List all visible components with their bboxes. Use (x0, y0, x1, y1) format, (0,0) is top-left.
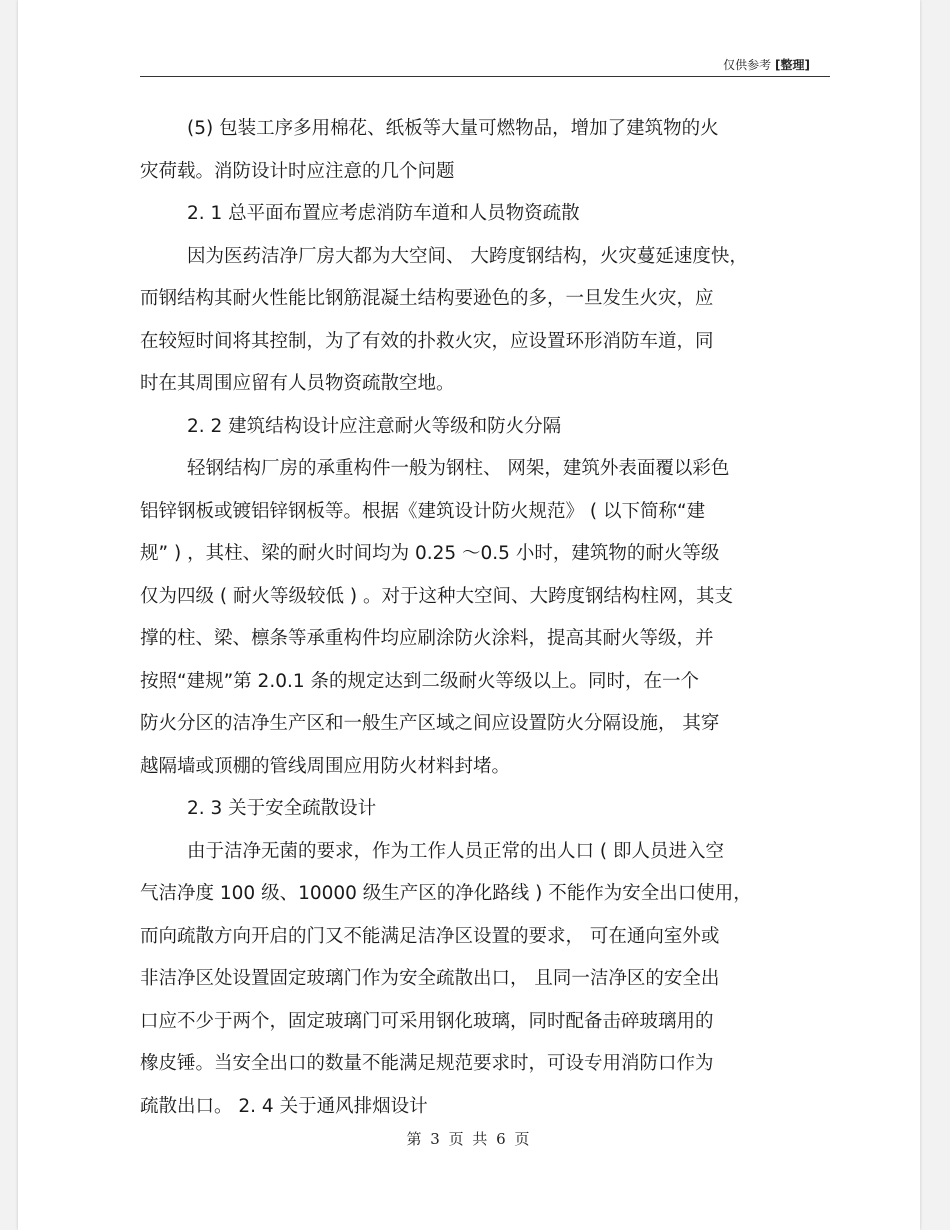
text-line: 由于洁净无菌的要求，作为工作人员正常的出人口 ( 即人员进入空 (187, 840, 724, 862)
text-line: 轻钢结构厂房的承重构件一般为钢柱、 网架，建筑外表面覆以彩色 (187, 458, 730, 479)
document-page (18, 0, 920, 1230)
section-heading: 2. 3 关于安全疏散设计 (187, 798, 377, 819)
text-line: 铝锌钢板或镀铝锌钢板等。根据《建筑设计防火规范》 ( 以下简称“建 (140, 500, 706, 522)
text-line: 橡皮锤。当安全出口的数量不能满足规范要求时，可设专用消防口作为 (140, 1053, 714, 1074)
header-divider (140, 76, 830, 77)
text-line: 时在其周围应留有人员物资疏散空地。 (140, 373, 455, 394)
text-line: 而钢结构其耐火性能比钢筋混凝土结构要逊色的多，一旦发生火灾，应 (140, 288, 714, 309)
header-note-text: 仅供参考 (723, 58, 772, 72)
text-line: 灾荷载。消防设计时应注意的几个问题 (140, 160, 455, 182)
text-line: 防火分区的洁净生产区和一般生产区域之间应设置防火分隔设施， 其穿 (140, 713, 720, 734)
text-line: 按照“建规”第 2.0.1 条的规定达到二级耐火等级以上。同时，在一个 (140, 670, 700, 692)
text-line: 而向疏散方向开启的门又不能满足洁净区设置的要求， 可在通向室外或 (140, 925, 720, 947)
text-line: 口应不少于两个，固定玻璃门可采用钢化玻璃，同时配备击碎玻璃用的 (140, 1010, 714, 1032)
text-line: 仅为四级 ( 耐火等级较低 ) 。对于这种大空间、大跨度钢结构柱网，其支 (140, 585, 733, 607)
text-line: 规” ) ，其柱、梁的耐火时间均为 0.25 ～0.5 小时，建筑物的耐火等级 (140, 543, 720, 564)
text-line: 越隔墙或顶棚的管线周围应用防火材料封堵。 (140, 755, 511, 777)
text-line: 疏散出口。 2. 4 关于通风排烟设计 (140, 1095, 428, 1117)
text-line: (5) 包装工序多用棉花、纸板等大量可燃物品，增加了建筑物的火 (187, 118, 719, 139)
header-note (723, 56, 810, 73)
text-line: 在较短时间将其控制，为了有效的扑救火灾，应设置环形消防车道，同 (140, 330, 714, 352)
section-heading: 2. 1 总平面布置应考虑消防车道和人员物资疏散 (187, 203, 580, 224)
page-number: 第 3 页 共 6 页 (406, 1130, 532, 1148)
section-heading: 2. 2 建筑结构设计应注意耐火等级和防火分隔 (187, 415, 562, 437)
text-line: 撑的柱、梁、檩条等承重构件均应刷涂防火涂料，提高其耐火等级，并 (140, 628, 714, 649)
text-line: 气洁净度 100 级、10000 级生产区的净化路线 ) 不能作为安全出口使用， (140, 883, 752, 904)
text-line: 因为医药洁净厂房大都为大空间、 大跨度钢结构，火灾蔓延速度快， (187, 245, 748, 267)
header-tag: [整理] (775, 58, 810, 72)
document-body (140, 108, 820, 1128)
text-line: 非洁净区处设置固定玻璃门作为安全疏散出口， 且同一洁净区的安全出 (140, 968, 720, 989)
